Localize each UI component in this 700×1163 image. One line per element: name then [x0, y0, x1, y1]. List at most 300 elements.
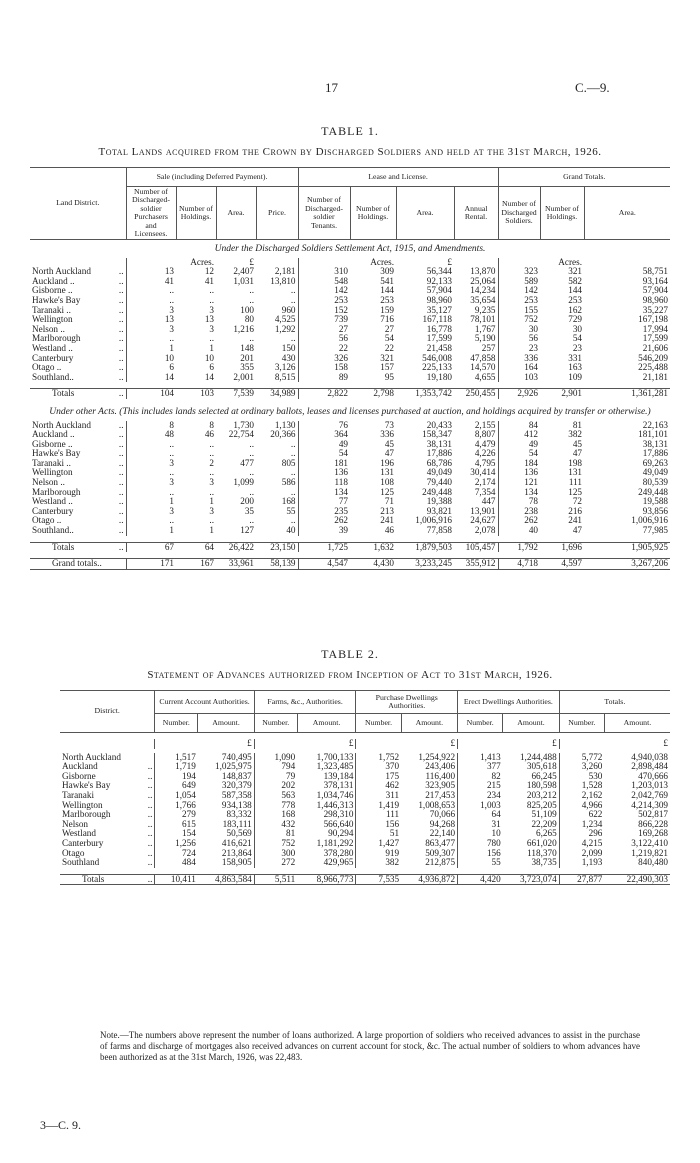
cell-value: 17,599: [426, 333, 452, 344]
cell-value: ..: [169, 438, 174, 449]
cell-value: 69,263: [642, 457, 668, 468]
cell-value: 622: [588, 809, 603, 820]
cell-value: 305,618: [503, 762, 559, 772]
cell-value: 66,245: [503, 772, 559, 782]
cell-value: 27: [338, 323, 348, 334]
cell-value: 23,150: [256, 542, 298, 552]
cell-value: 412: [524, 429, 538, 440]
cell-value: 2,174: [454, 478, 498, 488]
cell-value: 17,599: [642, 333, 668, 344]
cell-value: 26,422: [228, 541, 254, 552]
cell-value: 1,008,653: [401, 801, 457, 811]
row-label: Totals: [52, 388, 75, 399]
cell-value: 4,479: [454, 440, 498, 450]
cell-value: 752: [281, 837, 296, 848]
cell-value: 5,772: [581, 751, 603, 762]
col-header-tenants: Number of Discharged-soldier Tenants.: [298, 187, 350, 240]
section-heading-text: Under the Discharged Soldiers Settlement Act, 1915, and Amendments.: [214, 244, 486, 254]
cell-value: 30: [528, 323, 538, 334]
cell-value: 56: [528, 333, 538, 344]
cell-value: 3: [169, 505, 174, 516]
cell-value: 30: [572, 323, 582, 334]
cell-value: 35: [244, 505, 254, 516]
cell-value: ..: [209, 333, 214, 344]
cell-value: 6,265: [503, 829, 559, 839]
cell-value: 1,413: [480, 751, 501, 762]
page-number: 17: [325, 80, 338, 95]
row-label: Westland ..: [32, 496, 73, 507]
cell-value: 1,256: [175, 837, 196, 848]
row-label: Taranaki ..: [32, 304, 71, 315]
cell-value: ..: [169, 285, 174, 296]
currency-row: [60, 739, 670, 749]
col-header-holdings: Number of Holdings.: [350, 187, 396, 240]
cell-value: 51,109: [503, 810, 559, 820]
cell-value: 156: [385, 818, 400, 829]
cell-value: 1,254,922: [401, 753, 457, 763]
cell-value: 615: [182, 818, 196, 829]
cell-value: ..: [114, 526, 126, 536]
cell-value: 81: [286, 828, 296, 839]
cell-value: ..: [249, 285, 254, 296]
cell-value: 3: [169, 477, 174, 488]
cell-value: [114, 559, 126, 570]
cell-value: 71: [384, 496, 394, 507]
cell-value: 167,198: [638, 314, 668, 325]
cell-value: ..: [114, 516, 126, 526]
cell-value: 58,751: [642, 266, 668, 277]
document-reference: C.—9.: [575, 80, 610, 95]
cell-value: 14,234: [454, 286, 498, 296]
cell-value: 163: [568, 362, 582, 373]
cell-value: 93,821: [426, 505, 452, 516]
cell-value: 4,430: [373, 558, 394, 569]
cell-value: 21,181: [642, 371, 668, 382]
cell-value: 148: [240, 342, 254, 353]
cell-value: 78,101: [454, 315, 498, 325]
cell-value: 216: [568, 505, 582, 516]
table1: [30, 167, 670, 570]
cell-value: 1,446,313: [297, 801, 356, 811]
cell-value: 1,244,488: [503, 753, 559, 763]
cell-value: 739: [334, 314, 348, 325]
cell-value: 198: [568, 457, 582, 468]
cell-value: 960: [256, 306, 298, 316]
cell-value: 20,366: [256, 430, 298, 440]
cell-value: 167,118: [422, 314, 452, 325]
cell-value: 1,767: [454, 325, 498, 335]
cell-value: 57,904: [426, 285, 452, 296]
group-header-lease: Lease and License.: [298, 168, 498, 187]
cell-value: 49: [338, 438, 348, 449]
cell-value: ..: [209, 285, 214, 296]
cell-value: ..: [256, 516, 298, 526]
cell-value: 1,054: [175, 789, 196, 800]
cell-value: ..: [114, 488, 126, 498]
cell-value: ..: [169, 333, 174, 344]
cell-value: 17,886: [642, 448, 668, 459]
row-label: Taranaki: [62, 789, 95, 800]
cell-value: 49: [528, 438, 538, 449]
cell-value: 217,453: [401, 791, 457, 801]
cell-value: ..: [256, 286, 298, 296]
cell-value: 3,126: [256, 363, 298, 373]
table-row: [60, 858, 670, 868]
cell-value: 155: [524, 304, 538, 315]
cell-value: 447: [454, 497, 498, 507]
cell-value: 22: [384, 342, 394, 353]
cell-value: 121: [524, 477, 538, 488]
row-label: Taranaki ..: [32, 457, 71, 468]
cell-value: 103: [200, 388, 214, 399]
cell-value: 238: [524, 505, 538, 516]
cell-value: 321: [380, 352, 394, 363]
cell-value: 19,388: [426, 496, 452, 507]
cell-value: 54: [384, 333, 394, 344]
cell-value: 1,216: [233, 323, 254, 334]
section-heading: [30, 242, 670, 258]
cell-value: 2,926: [517, 388, 538, 399]
row-label: Wellington: [32, 314, 73, 325]
row-label: Wellington: [62, 799, 103, 810]
cell-value: ..: [256, 334, 298, 344]
cell-value: 430: [256, 354, 298, 364]
row-label: Hawke's Bay: [32, 448, 81, 459]
cell-value: 1,730: [233, 419, 254, 430]
cell-value: 45: [572, 438, 582, 449]
cell-value: 92,133: [426, 275, 452, 286]
cell-value: 7,535: [378, 873, 400, 884]
cell-value: [139, 739, 155, 749]
cell-value: ..: [256, 440, 298, 450]
group-header-grand: Grand Totals.: [498, 168, 670, 187]
cell-value: 724: [182, 847, 196, 858]
cell-value: 4,214,309: [631, 799, 668, 810]
col-header-rental: Annual Rental.: [454, 187, 498, 240]
cell-value: 22,209: [503, 820, 559, 830]
cell-value: 2,162: [581, 789, 603, 800]
cell-value: 4,597: [561, 558, 582, 569]
cell-value: 72: [572, 496, 582, 507]
cell-value: 41: [204, 275, 214, 286]
cell-value: 321: [568, 266, 582, 277]
cell-value: 586: [256, 478, 298, 488]
group-header-current: Current Account Authorities.: [155, 691, 254, 714]
cell-value: 77,858: [426, 525, 452, 536]
cell-value: 1,234: [581, 818, 603, 829]
cell-value: 2,155: [454, 421, 498, 431]
cell-value: 50,569: [198, 829, 254, 839]
cell-value: 541: [380, 275, 394, 286]
cell-value: ..: [169, 515, 174, 526]
cell-value: ..: [114, 468, 126, 478]
cell-value: ..: [114, 286, 126, 296]
cell-value: 1,700,133: [297, 753, 356, 763]
cell-value: 81: [572, 419, 582, 430]
cell-value: 38,735: [503, 858, 559, 868]
cell-value: 364: [334, 429, 348, 440]
cell-value: 225,488: [638, 362, 668, 373]
cell-value: 378,280: [297, 849, 356, 859]
cell-value: 4,655: [454, 373, 498, 383]
cell-value: 1,031: [233, 275, 254, 286]
cell-value: 35,227: [642, 304, 668, 315]
cell-value: ..: [256, 488, 298, 498]
cell-value: ..: [209, 438, 214, 449]
cell-value: 1,193: [581, 857, 603, 868]
cell-value: 1,696: [561, 541, 582, 552]
cell-value: 111: [568, 477, 582, 488]
cell-value: 780: [486, 837, 501, 848]
cell-value: 156: [486, 847, 501, 858]
cell-value: 649: [182, 780, 196, 791]
row-label: Southland..: [32, 525, 74, 536]
row-label: Gisborne: [62, 770, 96, 781]
cell-value: 3,233,245: [415, 558, 452, 569]
cell-value: 7,354: [454, 488, 498, 498]
grand-totals-row: [30, 559, 670, 570]
row-label: Hawke's Bay: [62, 780, 111, 791]
cell-value: ..: [256, 468, 298, 478]
cell-value: 159: [380, 304, 394, 315]
cell-value: 98,960: [642, 294, 668, 305]
cell-value: 49,049: [426, 467, 452, 478]
cell-value: 298,310: [297, 810, 356, 820]
cell-value: 56: [338, 333, 348, 344]
cell-value: 27,877: [577, 873, 603, 884]
cell-value: 323,905: [401, 781, 457, 791]
cell-value: ..: [114, 306, 126, 316]
row-label: Totals: [82, 873, 105, 884]
cell-value: ..: [209, 486, 214, 497]
cell-value: 1,353,742: [415, 388, 452, 399]
cell-value: 9,235: [454, 306, 498, 316]
cell-value: 1,632: [373, 541, 394, 552]
totals-row: [60, 874, 670, 885]
cell-value: 89: [338, 371, 348, 382]
cell-value: 154: [182, 828, 196, 839]
cell-value: ..: [114, 542, 126, 552]
row-label: Southland..: [32, 371, 74, 382]
cell-value: 46: [204, 429, 214, 440]
cell-value: 1,090: [274, 751, 296, 762]
cell-value: ..: [139, 820, 155, 830]
cell-value: 3: [169, 304, 174, 315]
row-label: Marlborough: [32, 333, 81, 344]
cell-value: 1,752: [378, 751, 400, 762]
cell-value: 13: [204, 314, 214, 325]
cell-value: 2: [209, 457, 214, 468]
cell-value: ..: [209, 448, 214, 459]
cell-value: ..: [139, 839, 155, 849]
cell-value: 2,181: [256, 267, 298, 277]
row-label: Otago ..: [32, 362, 62, 373]
cell-value: 326: [334, 352, 348, 363]
col-header-number: Number.: [254, 714, 297, 733]
cell-value: 213,864: [198, 849, 254, 859]
cell-value: 1,181,292: [297, 839, 356, 849]
cell-value: 866,228: [638, 818, 668, 829]
cell-value: 3,723,074: [503, 874, 559, 885]
cell-value: 48: [164, 429, 174, 440]
cell-value: 58,139: [256, 559, 298, 570]
cell-value: 136: [524, 467, 538, 478]
cell-value: 262: [334, 515, 348, 526]
col-header-amount: Amount.: [198, 714, 254, 733]
cell-value: 84: [528, 419, 538, 430]
cell-value: 21,458: [426, 342, 452, 353]
cell-value: 355,912: [454, 559, 498, 570]
cell-value: 377: [486, 761, 501, 772]
cell-value: ..: [139, 874, 155, 885]
cell-value: 16,778: [426, 323, 452, 334]
cell-value: £: [297, 739, 356, 749]
cell-value: 144: [568, 285, 582, 296]
row-label: North Auckland: [32, 419, 91, 430]
cell-value: 4,863,584: [198, 874, 254, 885]
cell-value: 249,448: [638, 486, 668, 497]
cell-value: 296: [588, 828, 603, 839]
totals-row: [30, 542, 670, 552]
cell-value: £: [447, 256, 452, 267]
cell-value: 10,411: [170, 873, 196, 884]
cell-value: 234: [486, 789, 501, 800]
cell-value: 200: [240, 496, 254, 507]
cell-value: 6: [209, 362, 214, 373]
cell-value: 225,133: [422, 362, 452, 373]
cell-value: ..: [114, 449, 126, 459]
cell-value: 5,511: [274, 873, 296, 884]
cell-value: ..: [249, 486, 254, 497]
cell-value: 589: [524, 275, 538, 286]
cell-value: ..: [249, 333, 254, 344]
col-header-amount: Amount.: [297, 714, 356, 733]
cell-value: 167: [200, 558, 214, 569]
row-label: Grand totals..: [52, 558, 102, 569]
cell-value: 1,219,821: [631, 847, 668, 858]
cell-value: 134: [524, 486, 538, 497]
col-header-holdings: Number of Holdings.: [176, 187, 216, 240]
cell-value: ..: [249, 438, 254, 449]
cell-value: 477: [240, 457, 254, 468]
cell-value: 104: [160, 388, 174, 399]
cell-value: 54: [528, 448, 538, 459]
cell-value: ..: [139, 849, 155, 859]
cell-value: ..: [114, 440, 126, 450]
cell-value: 3: [209, 505, 214, 516]
cell-value: 6: [169, 362, 174, 373]
col-header-price: Price.: [256, 187, 298, 240]
cell-value: 158: [334, 362, 348, 373]
cell-value: 2,407: [233, 266, 254, 277]
cell-value: 142: [334, 285, 348, 296]
cell-value: 794: [281, 761, 296, 772]
cell-value: ..: [169, 294, 174, 305]
totals-row: [30, 389, 670, 399]
cell-value: 279: [182, 809, 196, 820]
cell-value: ..: [249, 467, 254, 478]
cell-value: 25,064: [454, 277, 498, 287]
cell-value: 462: [385, 780, 400, 791]
cell-value: 196: [380, 457, 394, 468]
cell-value: 484: [182, 857, 196, 868]
col-header-holdings: Number of Holdings.: [540, 187, 584, 240]
cell-value: 131: [380, 467, 394, 478]
cell-value: 310: [334, 266, 348, 277]
cell-value: 13,870: [454, 267, 498, 277]
cell-value: 2,901: [561, 388, 582, 399]
cell-value: 382: [568, 429, 582, 440]
cell-value: ..: [114, 354, 126, 364]
cell-value: 805: [256, 459, 298, 469]
cell-value: £: [198, 739, 254, 749]
cell-value: 125: [380, 486, 394, 497]
cell-value: 14: [164, 371, 174, 382]
cell-value: 331: [568, 352, 582, 363]
row-label: Nelson ..: [32, 477, 65, 488]
cell-value: 311: [385, 789, 400, 800]
cell-value: ..: [114, 296, 126, 306]
cell-value: 76: [338, 419, 348, 430]
group-header-sale: Sale (including Deferred Payment).: [126, 168, 298, 187]
cell-value: 1: [209, 496, 214, 507]
cell-value: 131: [568, 467, 582, 478]
cell-value: 509,307: [401, 849, 457, 859]
table-row: [30, 373, 670, 383]
cell-value: 249,448: [422, 486, 452, 497]
cell-value: 4,420: [480, 873, 501, 884]
cell-value: 257: [454, 344, 498, 354]
cell-value: ..: [249, 448, 254, 459]
cell-value: ..: [114, 315, 126, 325]
col-header-discharged: Number of Discharged Soldiers.: [498, 187, 540, 240]
footnote: Note.—The numbers above represent the number of loans authorized. A large proportion of soldiers who received advances to assist in the purchase of farms and discharge of mortgages also received advances on current account for stock, &c. The actual number of soldiers to whom advances have been authorized as at the 31st March, 1926, was 22,483.: [100, 1030, 640, 1062]
cell-value: 4,226: [454, 449, 498, 459]
cell-value: ..: [114, 497, 126, 507]
cell-value: 108: [380, 477, 394, 488]
cell-value: 10: [164, 352, 174, 363]
cell-value: 253: [334, 294, 348, 305]
cell-value: ..: [209, 467, 214, 478]
cell-value: 33,961: [228, 558, 254, 569]
cell-value: 93,856: [642, 505, 668, 516]
row-label: Westland: [62, 828, 96, 839]
cell-value: ..: [169, 448, 174, 459]
cell-value: 546,209: [638, 352, 668, 363]
cell-value: 79,440: [426, 477, 452, 488]
cell-value: 1,003: [480, 799, 501, 810]
cell-value: 382: [385, 857, 400, 868]
cell-value: 22,140: [401, 829, 457, 839]
cell-value: 201: [240, 352, 254, 363]
cell-value: 355: [240, 362, 254, 373]
cell-value: 1,792: [517, 541, 538, 552]
cell-value: ..: [256, 449, 298, 459]
cell-value: 24,627: [454, 516, 498, 526]
cell-value: 1: [169, 342, 174, 353]
cell-value: 54: [338, 448, 348, 459]
cell-value: 661,020: [503, 839, 559, 849]
col-header-area: Area.: [216, 187, 256, 240]
cell-value: 30,414: [454, 468, 498, 478]
cell-value: 250,455: [454, 389, 498, 399]
cell-value: 212,875: [401, 858, 457, 868]
cell-value: 1,025,975: [198, 762, 254, 772]
col-header-number: Number.: [356, 714, 401, 733]
cell-value: 134: [334, 486, 348, 497]
cell-value: 136: [334, 467, 348, 478]
section-heading-text: Under other Acts. (This includes lands selected at ordinary ballots, leases and licenses purchased at auction, and holdings acquired by transfer or otherwise.): [49, 406, 651, 417]
